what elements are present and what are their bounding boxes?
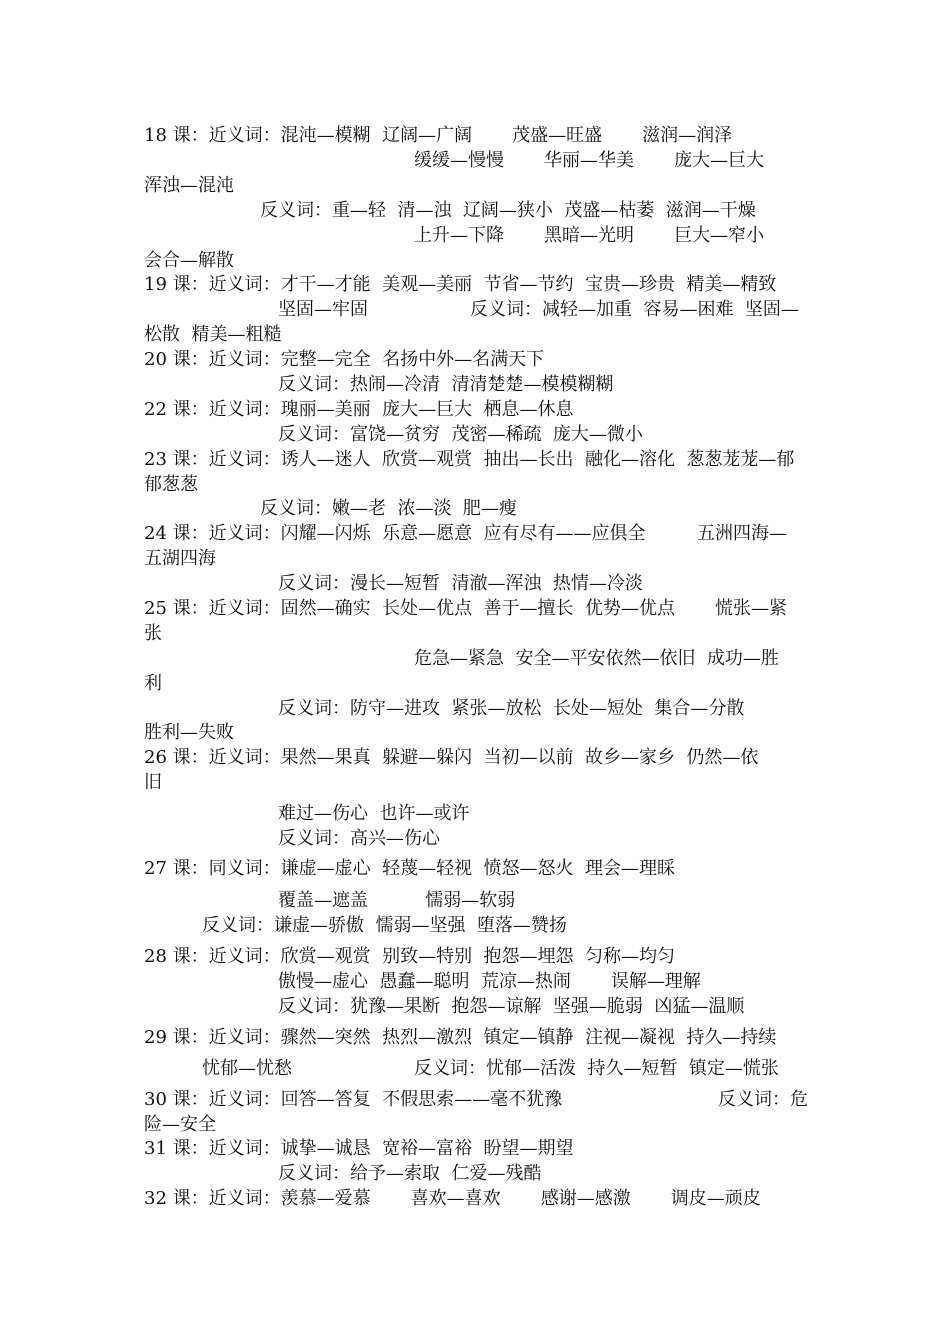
text-line: 胜利—失败 (144, 722, 234, 743)
text-line: 反义词：热闹—冷清 清清楚楚—模模糊糊 (278, 374, 614, 395)
text-line: 反义词：富饶—贫穷 茂密—稀疏 庞大—微小 (278, 424, 643, 445)
text-line: 20 课：近义词：完整—完全 名扬中外—名满天下 (144, 349, 545, 370)
text-line: 23 课：近义词：诱人—迷人 欣赏—观赏 抽出—长出 融化—溶化 葱葱茏茏—郁 (144, 449, 795, 470)
text-line: 反义词：减轻—加重 容易—困难 坚固— (470, 299, 799, 320)
text-line: 反义词：高兴—伤心 (278, 828, 440, 849)
text-line: 反义词：重—轻 清—浊 辽阔—狭小 茂盛—枯萎 滋润—干燥 (260, 200, 756, 221)
text-line: 22 课：近义词：瑰丽—美丽 庞大—巨大 栖息—休息 (144, 399, 574, 420)
text-line: 反义词：给予—索取 仁爱—残酷 (278, 1163, 542, 1184)
text-line: 傲慢—虚心 愚蠢—聪明 荒凉—热闹 误解—理解 (278, 971, 701, 992)
text-line: 缓缓—慢慢 华丽—华美 庞大—巨大 (414, 150, 765, 171)
text-line: 利 (144, 673, 162, 694)
text-line: 险—安全 (144, 1114, 216, 1135)
text-line: 浑浊—混沌 (144, 175, 234, 196)
text-line: 反义词：危 (718, 1089, 808, 1110)
text-line: 31 课：近义词：诚挚—诚恳 宽裕—富裕 盼望—期望 (144, 1138, 574, 1159)
text-line: 上升—下降 黑暗—光明 巨大—窄小 (414, 225, 765, 246)
text-line: 18 课：近义词：混沌—模糊 辽阔—广阔 茂盛—旺盛 滋润—润泽 (144, 125, 733, 146)
text-line: 难过—伤心 也许—或许 (278, 803, 470, 824)
text-line: 28 课：近义词：欣赏—观赏 别致—特别 抱怨—埋怨 匀称—均匀 (144, 946, 675, 967)
text-line: 忧郁—忧愁 (202, 1058, 292, 1079)
text-line: 24 课：近义词：闪耀—闪烁 乐意—愿意 应有尽有——应俱全 五洲四海— (144, 523, 788, 544)
text-line: 反义词：忧郁—活泼 持久—短暂 镇定—慌张 (414, 1058, 779, 1079)
text-line: 反义词：防守—进攻 紧张—放松 长处—短处 集合—分散 (278, 698, 745, 719)
text-line: 郁葱葱 (144, 474, 198, 495)
text-line: 27 课：同义词：谦虚—虚心 轻蔑—轻视 愤怒—怒火 理会—理睬 (144, 858, 675, 879)
text-line: 张 (144, 623, 162, 644)
text-line: 25 课：近义词：固然—确实 长处—优点 善于—擅长 优势—优点 慌张—紧 (144, 598, 788, 619)
text-line: 五湖四海 (144, 548, 216, 569)
text-line: 反义词：谦虚—骄傲 懦弱—坚强 堕落—赞扬 (202, 915, 567, 936)
text-line: 旧 (144, 772, 162, 793)
text-line: 32 课：近义词：羡慕—爱慕 喜欢—喜欢 感谢—感激 调皮—顽皮 (144, 1188, 761, 1209)
text-line: 反义词：犹豫—果断 抱怨—谅解 坚强—脆弱 凶猛—温顺 (278, 996, 745, 1017)
text-line: 19 课：近义词：才干—才能 美观—美丽 节省—节约 宝贵—珍贵 精美—精致 (144, 274, 777, 295)
text-line: 30 课：近义词：回答—答复 不假思索——毫不犹豫 (144, 1089, 563, 1110)
text-line: 29 课：近义词：骤然—突然 热烈—激烈 镇定—镇静 注视—凝视 持久—持续 (144, 1027, 777, 1048)
text-line: 26 课：近义词：果然—果真 躲避—躲闪 当初—以前 故乡—家乡 仍然—依 (144, 747, 759, 768)
text-line: 危急—紧急 安全—平安依然—依旧 成功—胜 (414, 648, 779, 669)
text-line: 覆盖—遮盖 懦弱—软弱 (278, 890, 516, 911)
text-line: 反义词：嫩—老 浓—淡 肥—瘦 (260, 498, 517, 519)
text-line: 松散 精美—粗糙 (144, 324, 282, 345)
text-line: 反义词：漫长—短暂 清澈—浑浊 热情—冷淡 (278, 573, 643, 594)
text-line: 坚固—牢固 (278, 299, 368, 320)
text-line: 会合—解散 (144, 250, 234, 271)
